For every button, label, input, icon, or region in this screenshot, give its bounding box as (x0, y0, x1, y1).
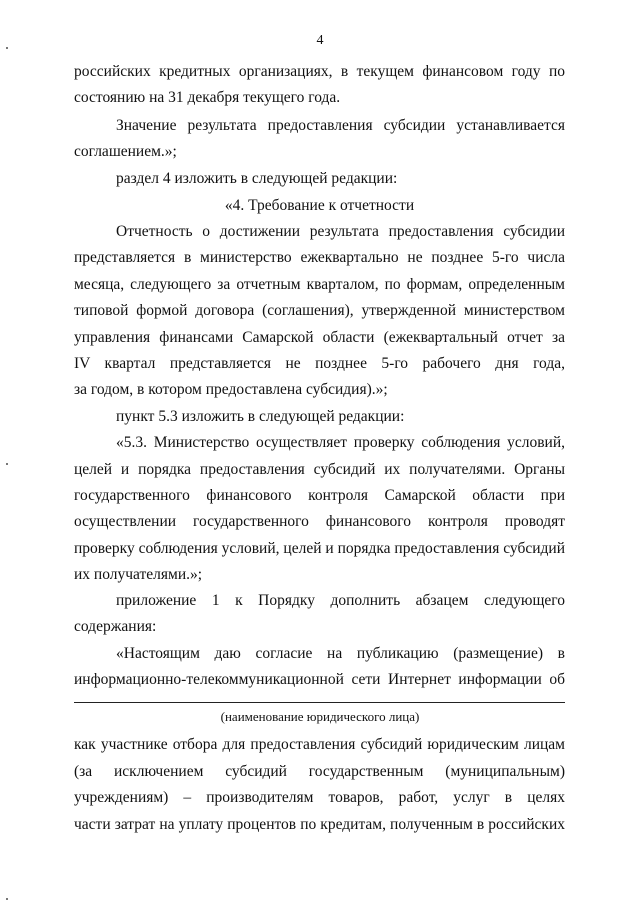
fill-in-underline (74, 702, 565, 703)
text-line: приложение 1 к Порядку дополнить абзацем следующего (116, 592, 565, 609)
field-caption: (наименование юридического лица) (220, 709, 420, 724)
text-line: пункт 5.3 изложить в следующей редакции: (116, 408, 405, 425)
section-heading: «4. Требование к отчетности (224, 197, 415, 214)
margin-tick (6, 47, 8, 49)
text-line: Значение результата предоставления субсидии устанавливается (116, 117, 565, 134)
text-line: Отчетность о достижении результата предоставления субсидии (116, 223, 565, 240)
text-line: как участнике отбора для предоставления субсидий юридическим лицам (74, 736, 565, 753)
text-line: управления финансами Самарской области (ежеквартальный отчет за (74, 329, 565, 346)
text-line: государственного финансового контроля Самарской области при (74, 487, 565, 504)
text-line: типовой формой договора (соглашения), утвержденной министерством (74, 302, 565, 319)
text-line: месяца, следующего за отчетным кварталом, по формам, определенным (74, 276, 565, 293)
text-line: осуществлении государственного финансового контроля проводят (74, 513, 565, 530)
text-line: части затрат на уплату процентов по кредитам, полученным в российских (74, 816, 565, 833)
text-line: содержания: (74, 618, 157, 635)
text-line: представляется в министерство ежеквартально не позднее 5-го числа (74, 249, 565, 266)
text-line: «Настоящим даю согласие на публикацию (размещение) в (116, 645, 565, 662)
text-line: их получателями.»; (74, 566, 203, 583)
text-line: российских кредитных организациях, в текущем финансовом году по (74, 63, 565, 80)
text-line: за годом, в котором предоставлена субсидия).»; (74, 381, 388, 398)
text-line: раздел 4 изложить в следующей редакции: (116, 170, 398, 187)
text-line: целей и порядка предоставления субсидий их получателями. Органы (74, 461, 565, 478)
margin-tick (6, 463, 8, 465)
text-line: «5.3. Министерство осуществляет проверку соблюдения условий, (116, 434, 565, 451)
text-line: проверку соблюдения условий, целей и порядка предоставления субсидий (74, 540, 565, 557)
text-line: (за исключением субсидий государственным (муниципальным) (74, 763, 565, 780)
text-line: соглашением.»; (74, 143, 177, 160)
text-line: информационно-телекоммуникационной сети Интернет информации об (74, 671, 565, 688)
margin-tick (6, 898, 8, 900)
page-number: 4 (316, 33, 324, 48)
text-line: IV квартал представляется не позднее 5-го рабочего дня года, (74, 355, 565, 372)
text-line: состоянию на 31 декабря текущего года. (74, 89, 341, 106)
text-line: учреждениям) – производителям товаров, работ, услуг в целях (74, 789, 565, 806)
